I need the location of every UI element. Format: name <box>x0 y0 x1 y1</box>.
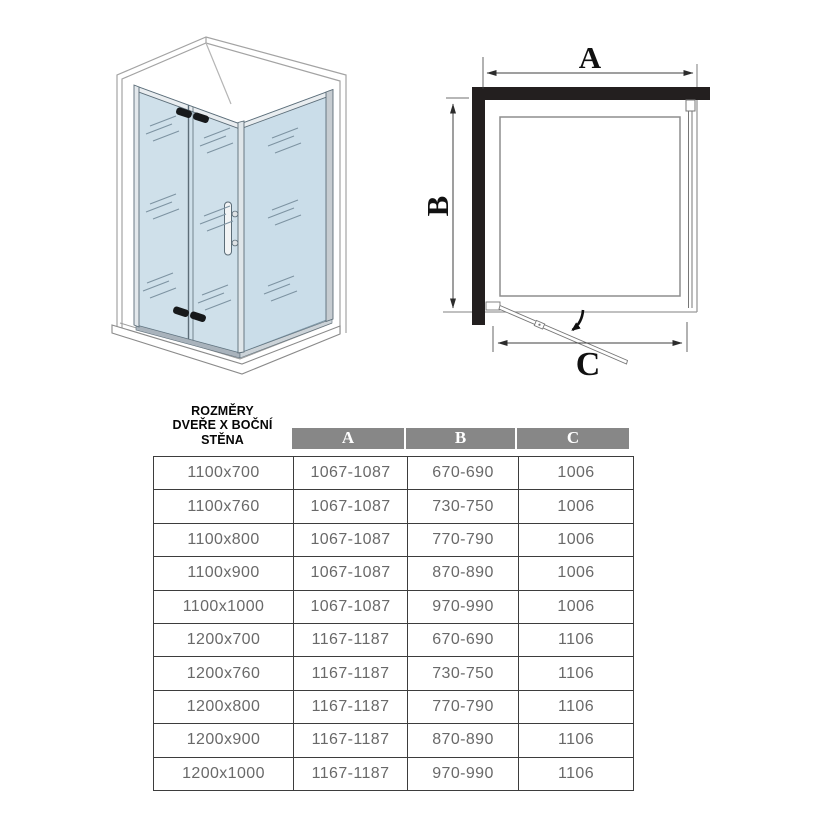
cell-size: 1200x1000 <box>154 757 294 790</box>
corner-post <box>238 121 244 353</box>
cell-size: 1200x800 <box>154 690 294 723</box>
table-row <box>154 490 634 523</box>
cell-size: 1100x900 <box>154 557 294 590</box>
table-row <box>154 590 634 623</box>
dimensions-table <box>153 403 629 791</box>
column-header-a: A <box>292 428 404 449</box>
plan-top-wall <box>472 87 710 100</box>
cell-size: 1100x800 <box>154 523 294 556</box>
cell-size: 1100x700 <box>154 457 294 490</box>
table-row <box>154 457 634 490</box>
cell-b: 870-890 <box>408 724 519 757</box>
cell-b: 970-990 <box>408 590 519 623</box>
cell-b: 770-790 <box>408 523 519 556</box>
plan-door-hinge <box>486 302 500 310</box>
dimension-label-a: A <box>578 40 602 75</box>
cell-a: 1167-1187 <box>294 657 408 690</box>
cell-b: 970-990 <box>408 757 519 790</box>
cell-a: 1067-1087 <box>294 590 408 623</box>
cell-a: 1067-1087 <box>294 490 408 523</box>
plan-view-drawing <box>420 25 785 395</box>
cell-a: 1167-1187 <box>294 623 408 656</box>
cell-size: 1100x1000 <box>154 590 294 623</box>
cell-a: 1167-1187 <box>294 724 408 757</box>
dimension-label-c: C <box>575 346 601 383</box>
cell-a: 1167-1187 <box>294 690 408 723</box>
cell-a: 1067-1087 <box>294 523 408 556</box>
cell-size: 1100x760 <box>154 490 294 523</box>
corner-header-line1: ROZMĚRY <box>191 403 254 418</box>
table-row <box>154 657 634 690</box>
isometric-view-drawing <box>95 20 395 385</box>
cell-c: 1006 <box>519 523 634 556</box>
cell-c: 1106 <box>519 690 634 723</box>
column-header-c: C <box>517 428 629 449</box>
cell-size: 1200x900 <box>154 724 294 757</box>
table-row <box>154 690 634 723</box>
cell-b: 870-890 <box>408 557 519 590</box>
table-corner-header <box>153 404 292 450</box>
cell-c: 1106 <box>519 757 634 790</box>
table-row <box>154 557 634 590</box>
table-row <box>154 523 634 556</box>
cell-c: 1006 <box>519 557 634 590</box>
cell-size: 1200x700 <box>154 623 294 656</box>
cell-b: 730-750 <box>408 657 519 690</box>
column-header-b: B <box>406 428 515 449</box>
cell-a: 1167-1187 <box>294 757 408 790</box>
cell-c: 1006 <box>519 457 634 490</box>
plan-shower-tray <box>500 117 680 296</box>
plan-left-wall <box>472 87 485 325</box>
cell-c: 1106 <box>519 724 634 757</box>
cell-b: 670-690 <box>408 457 519 490</box>
dimension-label-b: B <box>420 195 455 217</box>
cell-c: 1006 <box>519 590 634 623</box>
table-row <box>154 757 634 790</box>
corner-header-line2: DVEŘE X BOČNÍ STĚNA <box>172 418 273 447</box>
table-row <box>154 724 634 757</box>
cell-c: 1006 <box>519 490 634 523</box>
cell-a: 1067-1087 <box>294 557 408 590</box>
cell-b: 730-750 <box>408 490 519 523</box>
table-header-row <box>153 403 629 449</box>
cell-c: 1106 <box>519 657 634 690</box>
cell-b: 770-790 <box>408 690 519 723</box>
wall-post-right <box>326 90 333 322</box>
wall-post-left <box>134 85 139 327</box>
cell-c: 1106 <box>519 623 634 656</box>
cell-b: 670-690 <box>408 623 519 656</box>
cell-a: 1067-1087 <box>294 457 408 490</box>
plan-side-panel <box>686 100 695 308</box>
size-grid <box>153 456 634 791</box>
door-swing-arrow <box>573 310 584 330</box>
plan-door-open <box>486 302 628 364</box>
table-row <box>154 623 634 656</box>
side-panel-glass <box>240 90 332 353</box>
cell-size: 1200x760 <box>154 657 294 690</box>
